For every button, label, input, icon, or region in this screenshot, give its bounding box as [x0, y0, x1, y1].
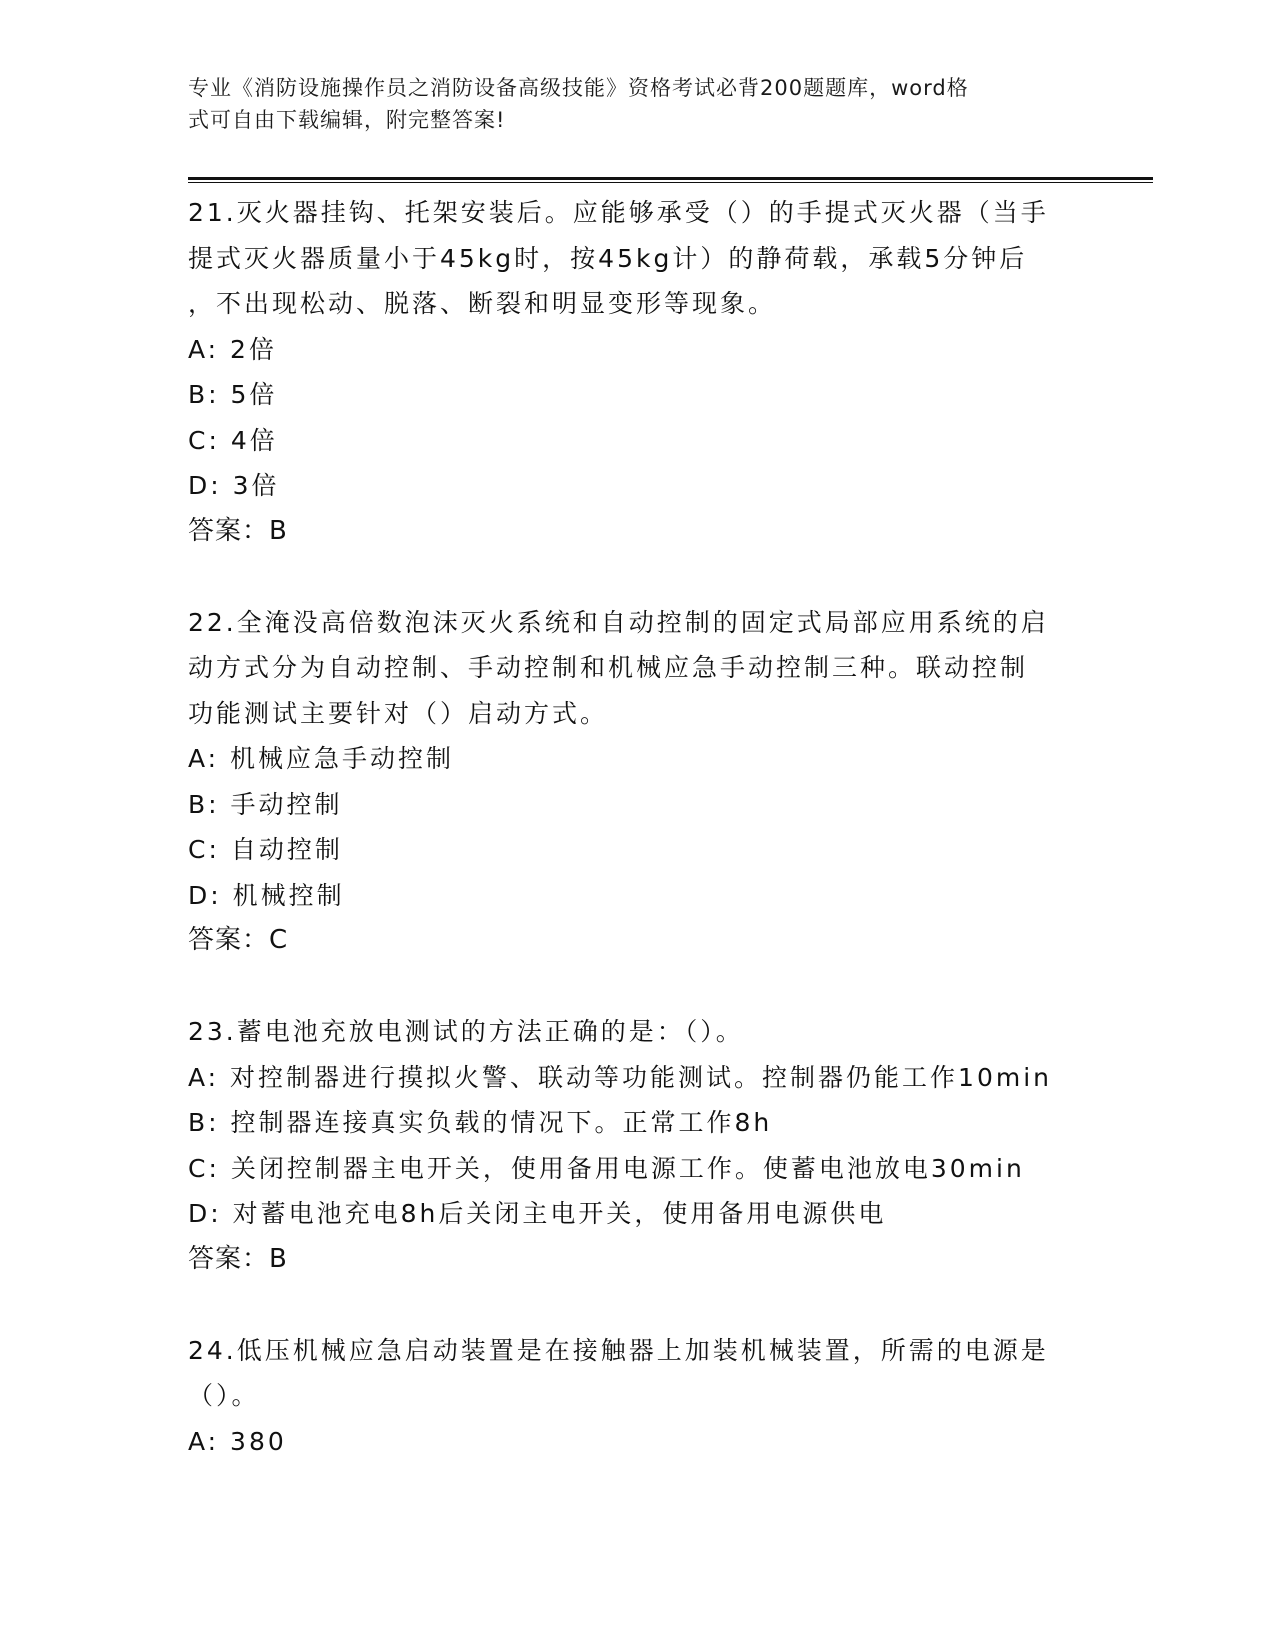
option-c: C: 自动控制 [188, 835, 343, 864]
question-24 [188, 1328, 1088, 1465]
question-stem-line: 动方式分为自动控制、手动控制和机械应急手动控制三种。联动控制 [188, 653, 1029, 682]
answer-line: 答案：B [188, 1243, 288, 1274]
option-d: D: 对蓄电池充电8h后关闭主电开关，使用备用电源供电 [188, 1199, 887, 1228]
answer-line: 答案：C [188, 925, 289, 955]
question-stem-line: 23.蓄电池充放电测试的方法正确的是：（）。 [188, 1017, 744, 1046]
option-c: C: 关闭控制器主电开关，使用备用电源工作。使蓄电池放电30min [188, 1153, 1025, 1183]
option-b: B: 5倍 [188, 380, 278, 409]
option-a: A: 380 [188, 1426, 287, 1456]
question-23 [188, 1009, 1088, 1282]
header-divider-thick [188, 177, 1153, 180]
answer-line: 答案：B [188, 515, 288, 546]
option-b: B: 控制器连接真实负载的情况下。正常工作8h [188, 1108, 773, 1137]
question-spacer [188, 554, 1088, 600]
option-b: B: 手动控制 [188, 789, 343, 819]
header-line-2: 式可自由下载编辑，附完整答案! [188, 108, 506, 132]
option-a: A: 机械应急手动控制 [188, 744, 455, 773]
question-stem-line: 功能测试主要针对（）启动方式。 [188, 698, 609, 728]
question-spacer [188, 1282, 1088, 1328]
option-d: D: 机械控制 [188, 880, 345, 910]
question-spacer [188, 964, 1088, 1010]
question-stem-line: 21.灭火器挂钩、托架安装后。应能够承受（）的手提式灭火器（当手 [188, 198, 1049, 227]
option-a: A: 对控制器进行摸拟火警、联动等功能测试。控制器仍能工作10min [188, 1062, 1052, 1092]
question-21 [188, 190, 1088, 554]
question-stem-line: （）。 [188, 1381, 260, 1410]
header-line-1: 专业《消防设施操作员之消防设备高级技能》资格考试必背200题题库，word格 [188, 76, 969, 100]
question-list [188, 190, 1088, 1464]
option-c: C: 4倍 [188, 425, 278, 455]
question-stem-line: ，不出现松动、脱落、断裂和明显变形等现象。 [188, 289, 777, 318]
question-stem-line: 22.全淹没高倍数泡沫灭火系统和自动控制的固定式局部应用系统的启 [188, 607, 1049, 637]
question-stem-line: 24.低压机械应急启动装置是在接触器上加装机械装置，所需的电源是 [188, 1335, 1049, 1365]
option-a: A: 2倍 [188, 334, 277, 364]
question-22 [188, 600, 1088, 964]
option-d: D: 3倍 [188, 471, 280, 500]
document-header [188, 72, 1078, 136]
question-stem-line: 提式灭火器质量小于45kg时，按45kg计）的静荷载，承载5分钟后 [188, 243, 1028, 273]
header-divider-thin [188, 182, 1153, 183]
